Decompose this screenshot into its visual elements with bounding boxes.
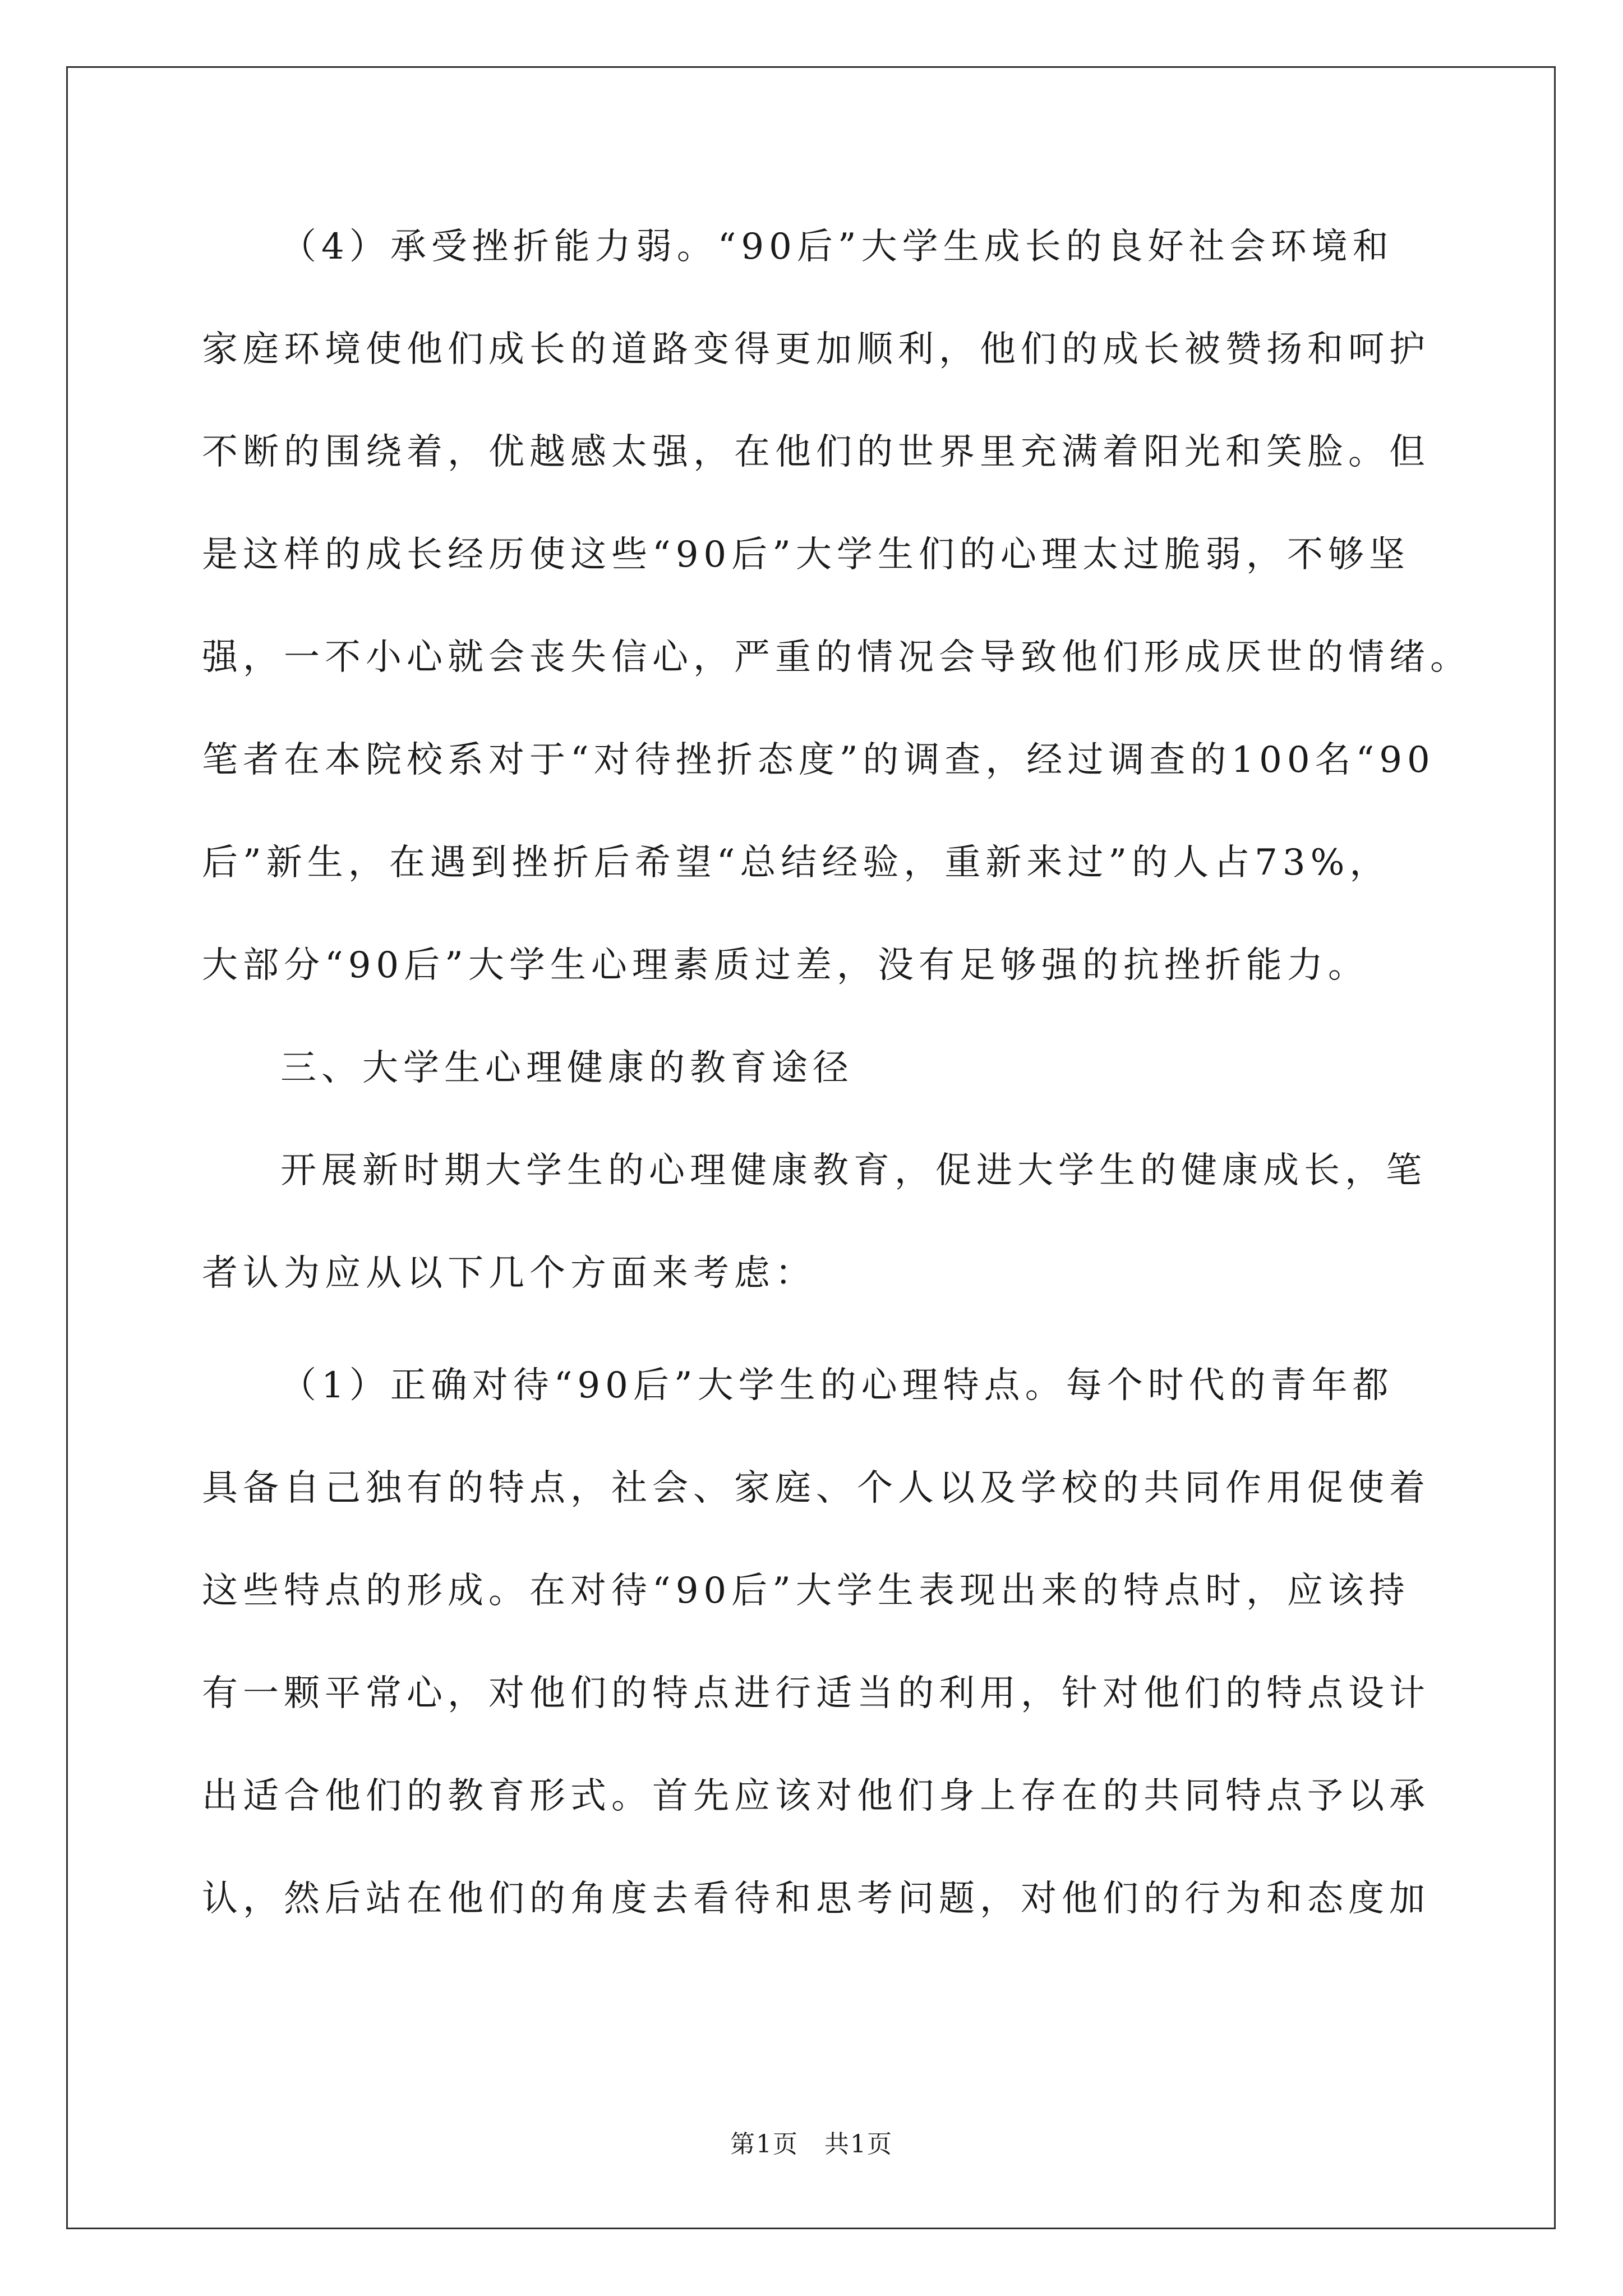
paragraph-line: 是这样的成长经历使这些“90后”大学生们的心理太过脆弱，不够坚 [202,534,1410,576]
page-footer: 第1页 共1页 [730,2130,893,2159]
paragraph-line: （4）承受挫折能力弱。“90后”大学生成长的良好社会环境和 [280,226,1394,268]
paragraph-line: 后”新生，在遇到挫折后希望“总结经验，重新来过”的人占73%， [202,842,1391,884]
paragraph-line: 开展新时期大学生的心理健康教育，促进大学生的健康成长，笔 [280,1150,1427,1191]
paragraph-line: 不断的围绕着，优越感太强，在他们的世界里充满着阳光和笑脸。但 [202,431,1430,473]
paragraph-line: 大部分“90后”大学生心理素质过差，没有足够强的抗挫折能力。 [202,945,1369,986]
paragraph-line: 具备自己独有的特点，社会、家庭、个人以及学校的共同作用促使着 [202,1467,1430,1509]
paragraph-line: 这些特点的形成。在对待“90后”大学生表现出来的特点时，应该持 [202,1570,1410,1612]
paragraph-line: 家庭环境使他们成长的道路变得更加顺利，他们的成长被赞扬和呵护 [202,329,1430,370]
paragraph-line: 强，一不小心就会丧失信心，严重的情况会导致他们形成厌世的情绪。 [202,637,1471,678]
paragraph-line: 有一颗平常心，对他们的特点进行适当的利用，针对他们的特点设计 [202,1673,1430,1714]
paragraph-line: 者认为应从以下几个方面来考虑： [202,1253,816,1294]
paragraph-line: 出适合他们的教育形式。首先应该对他们身上存在的共同特点予以承 [202,1775,1430,1817]
paragraph-line: （1）正确对待“90后”大学生的心理特点。每个时代的青年都 [280,1365,1394,1406]
paragraph-line: 认，然后站在他们的角度去看待和思考问题，对他们的行为和态度加 [202,1878,1430,1920]
section-heading: 三、大学生心理健康的教育途径 [280,1047,854,1089]
paragraph-line: 笔者在本院校系对于“对待挫折态度”的调查，经过调查的100名“90 [202,739,1435,781]
